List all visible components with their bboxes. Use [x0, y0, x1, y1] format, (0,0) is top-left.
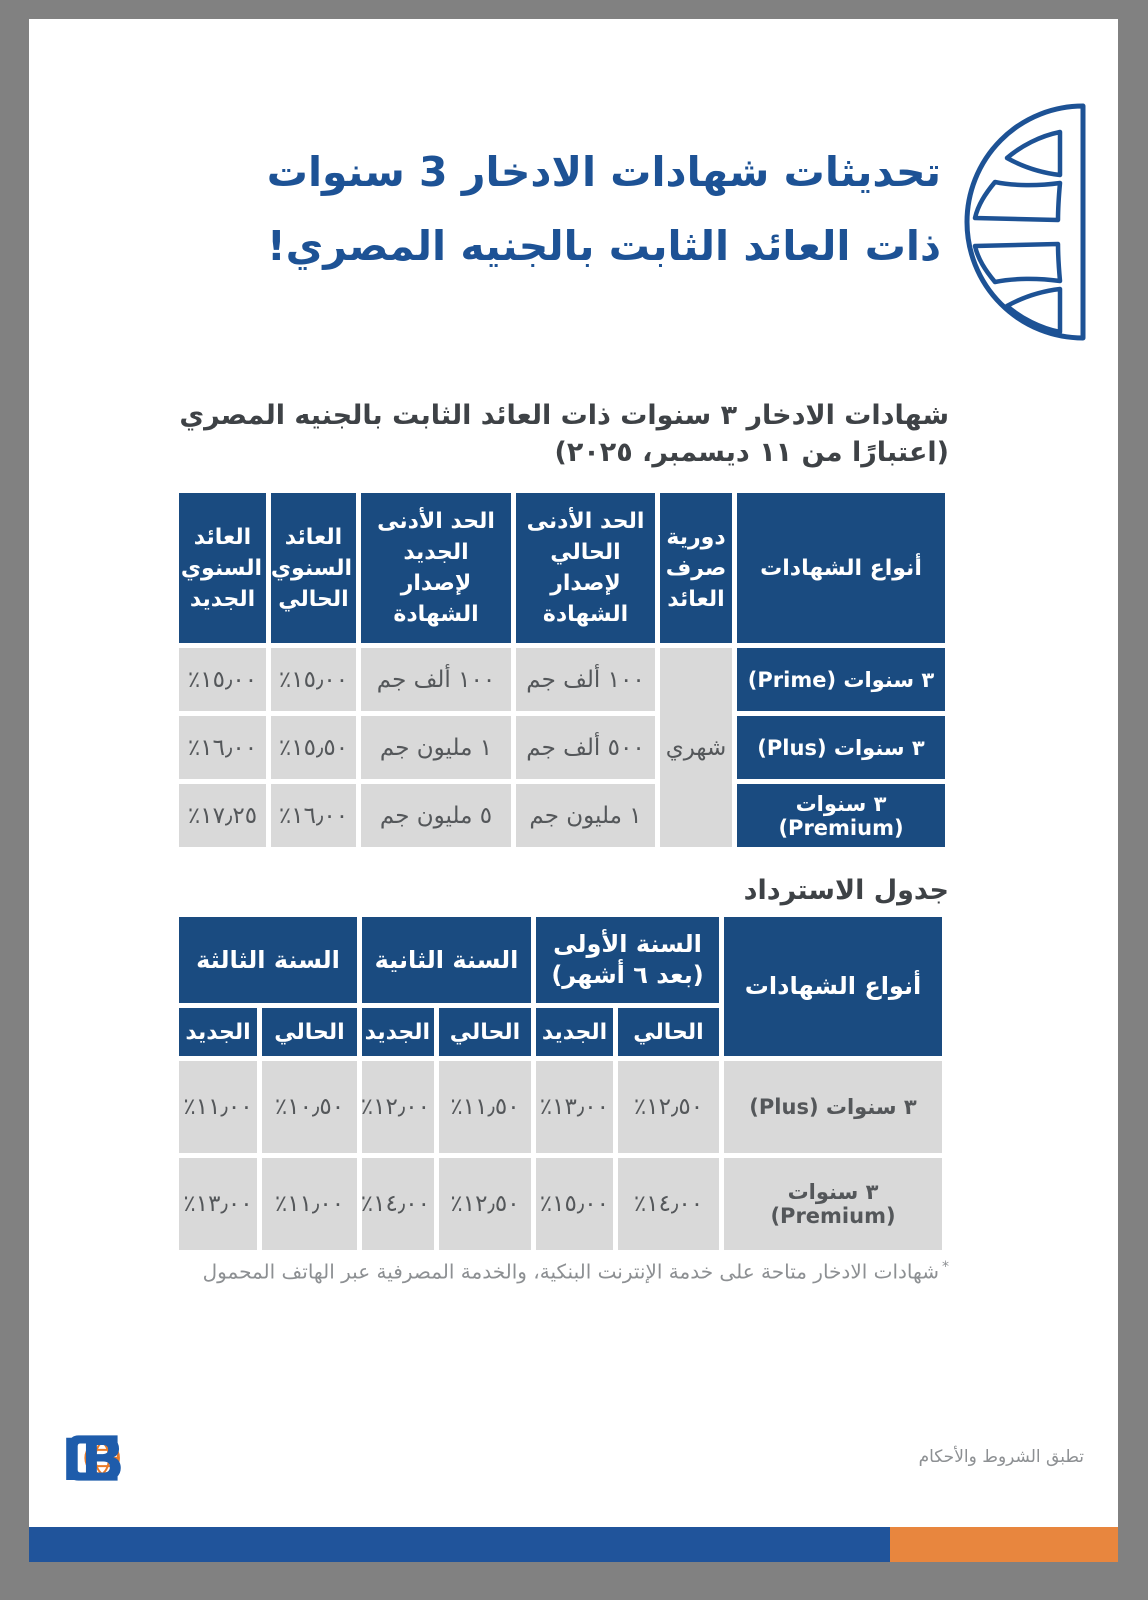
value-cell: ١٤٫٠٠٪: [362, 1158, 434, 1250]
column-header-new-rate: العائد السنوي الجديد: [179, 493, 266, 643]
type-cell: ٣ سنوات (Plus): [724, 1061, 942, 1153]
value-cell: ١٠٫٥٠٪: [262, 1061, 357, 1153]
year-group-header-1: السنة الأولى (بعد ٦ أشهر): [536, 917, 719, 1003]
value-cell: ١٥٫٠٠٪: [536, 1158, 613, 1250]
bottom-bar: [29, 1527, 1118, 1562]
value-cell: ٥٠٠ ألف جم: [516, 716, 655, 779]
value-cell: ١٣٫٠٠٪: [536, 1061, 613, 1153]
value-cell: ١١٫٠٠٪: [179, 1061, 257, 1153]
table-row: [179, 1061, 942, 1153]
value-cell: ١٧٫٢٥٪: [179, 784, 266, 847]
value-cell: ١٠٠ ألف جم: [516, 648, 655, 711]
year-group-header-3: السنة الثالثة: [179, 917, 357, 1003]
value-cell: ١٦٫٠٠٪: [179, 716, 266, 779]
type-cell: ٣ سنوات (Premium): [737, 784, 945, 847]
value-cell: ١٢٫٥٠٪: [618, 1061, 719, 1153]
column-header-current-rate: العائد السنوي الحالي: [271, 493, 356, 643]
value-cell: ١٥٫٠٠٪: [179, 648, 266, 711]
cib-logo-text: IB: [60, 1425, 124, 1494]
caption-line-2: (اعتبارًا من ١١ ديسمبر، ٢٠٢٥): [554, 437, 949, 468]
type-cell: ٣ سنوات (Prime): [737, 648, 945, 711]
page-title: [267, 135, 941, 283]
value-cell: ١١٫٥٠٪: [439, 1061, 531, 1153]
value-cell: ١٥٫٠٠٪: [271, 648, 356, 711]
caption-line-1: شهادات الادخار ٣ سنوات ذات العائد الثابت بالجنيه المصري: [179, 400, 949, 431]
footnote-marker: *: [942, 1259, 949, 1275]
footnote: [203, 1259, 949, 1284]
value-cell: ٥ مليون جم: [361, 784, 511, 847]
footnote-text: شهادات الادخار متاحة على خدمة الإنترنت البنكية، والخدمة المصرفية عبر الهاتف المحمول: [202, 1259, 939, 1284]
cib-logo: [60, 1425, 201, 1494]
title-line-2: ذات العائد الثابت بالجنيه المصري!: [266, 222, 941, 270]
title-line-1: تحديثات شهادات الادخار 3 سنوات: [266, 148, 941, 196]
table-row: [179, 784, 945, 847]
value-cell: ١٢٫٠٠٪: [362, 1061, 434, 1153]
subcolumn-header-current: الحالي: [618, 1008, 719, 1056]
value-cell: ١٥٫٥٠٪: [271, 716, 356, 779]
subcolumn-header-new: الجديد: [362, 1008, 434, 1056]
type-cell: ٣ سنوات (Premium): [724, 1158, 942, 1250]
half-globe-logo-icon: [945, 100, 1085, 345]
table-row: [179, 716, 945, 779]
subcolumn-header-current: الحالي: [439, 1008, 531, 1056]
value-cell: ١٠٠ ألف جم: [361, 648, 511, 711]
rates-table-caption: [179, 397, 949, 471]
type-cell: ٣ سنوات (Plus): [737, 716, 945, 779]
subcolumn-header-new: الجديد: [536, 1008, 613, 1056]
bottom-bar-orange: [890, 1527, 1118, 1562]
year-group-header-types: أنواع الشهادات: [724, 917, 942, 1056]
value-cell: ١ مليون جم: [516, 784, 655, 847]
year-group-header-2: السنة الثانية: [362, 917, 531, 1003]
subcolumn-header-current: الحالي: [262, 1008, 357, 1056]
column-header-new-min: الحد الأدنى الجديد لإصدار الشهادة: [361, 493, 511, 643]
bottom-bar-blue: [29, 1527, 890, 1562]
redemption-table: [174, 912, 947, 1255]
value-cell: ١٤٫٠٠٪: [618, 1158, 719, 1250]
column-header-types: أنواع الشهادات: [737, 493, 945, 643]
rates-table: [174, 488, 950, 852]
value-cell: ١٢٫٥٠٪: [439, 1158, 531, 1250]
terms-note: تطبق الشروط والأحكام: [918, 1447, 1084, 1467]
table-row: [179, 648, 945, 711]
flyer-card: [29, 19, 1118, 1562]
subcolumn-header-new: الجديد: [179, 1008, 257, 1056]
value-cell: ١١٫٠٠٪: [262, 1158, 357, 1250]
column-header-current-min: الحد الأدنى الحالي لإصدار الشهادة: [516, 493, 655, 643]
table-row: [179, 1158, 942, 1250]
column-header-payout: دورية صرف العائد: [660, 493, 732, 643]
payout-cell: شهري: [660, 648, 732, 847]
value-cell: ١٦٫٠٠٪: [271, 784, 356, 847]
value-cell: ١ مليون جم: [361, 716, 511, 779]
redemption-title: جدول الاسترداد: [743, 875, 949, 906]
value-cell: ١٣٫٠٠٪: [179, 1158, 257, 1250]
